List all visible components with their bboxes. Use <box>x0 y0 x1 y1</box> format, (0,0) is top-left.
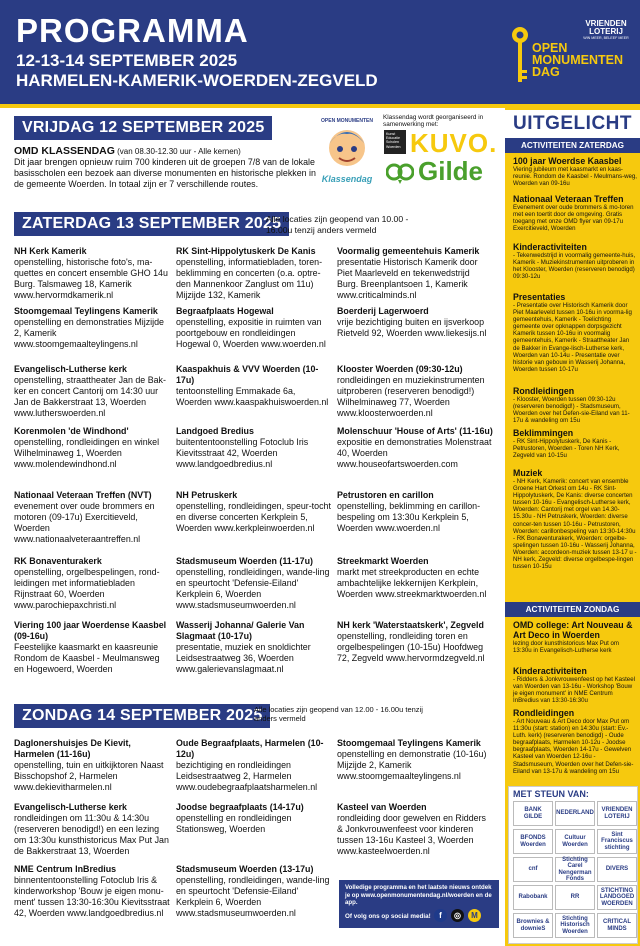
logo-line-1: OPEN <box>532 41 568 55</box>
sunday-note: Alle locaties zijn geopend van 12.00 - 16.00u tenzij anders vermeld <box>254 705 423 723</box>
sunday-location <box>14 738 170 793</box>
saturday-location <box>14 246 170 301</box>
sponsor-logo: CRITICAL MINDS <box>597 913 637 938</box>
sidebar-sat-item <box>513 194 637 232</box>
saturday-location-body: Feestelijke kaasmarkt en kaasreunie Rondom de Kaasbel - Meulmansweg en Hogewoerd, Woerden <box>14 642 160 675</box>
saturday-location-title: Stoomgemaal Teylingens Kamerik <box>14 306 158 316</box>
saturday-location <box>14 490 170 545</box>
saturday-location <box>176 246 332 301</box>
sidebar-sat-item-title: Rondleidingen <box>513 386 575 396</box>
footer-social-text: Of volg ons op social media! <box>345 913 431 920</box>
saturday-location-body: presentatie Historisch Kamerik door Piet Maarleveld en tekenwedstrijd Burg. Breenplantsoen 1, Kamerik www.criticalminds.nl <box>337 257 478 301</box>
sidebar-sat-item <box>513 156 637 187</box>
saturday-location <box>337 306 493 339</box>
saturday-location <box>337 556 493 600</box>
sponsor-logo: Sint Franciscus stichting <box>597 829 637 854</box>
sidebar-sat-item-title: Kinderactiviteiten <box>513 242 587 252</box>
header-dates: 12-13-14 SEPTEMBER 2025 <box>16 51 238 70</box>
saturday-location-body: openstelling, orgelbespelingen, rond-leidingen met informatiebladen Rijnstraat 60, Woerden www.parochiepaxchristi.nl <box>14 567 160 611</box>
saturday-location <box>337 426 493 470</box>
footer-box <box>339 880 499 928</box>
sidebar-sat-item-title: Presentaties <box>513 292 566 302</box>
open-monumentendag-logo <box>510 20 630 90</box>
saturday-location-title: Nationaal Veteraan Treffen (NVT) <box>14 490 152 500</box>
key-icon <box>510 26 530 86</box>
logo-line-2: MONUMENTEN <box>532 53 623 67</box>
sunday-location-title: NME Centrum InBredius <box>14 864 117 874</box>
saturday-location-title: Kaaspakhuis & VVV Woerden (10-17u) <box>176 364 319 386</box>
sunday-location-body: openstelling, tuin en uitkijktoren Naast Bisschopshof 2, Harmelen www.dekievitharmelen.nl <box>14 760 164 793</box>
saturday-location-body: buitententoonstelling Fotoclub Iris Kievitsstraat 42, Woerden www.landgoedbredius.nl <box>176 437 309 470</box>
sidebar-sun-item-body: - Ridders & Jonkvrouwenfeest op het Kasteel van Woerden van 13-16u - Workshop 'Bouw je eigen monument' in NME Centrum InBredius van 13:30-16:30u <box>513 676 635 705</box>
sunday-location-body: openstelling en rondleidingen Stationsweg, Woerden <box>176 813 292 835</box>
kuvo-logo: KUVO. <box>410 128 498 158</box>
footer-text: Volledige programma en het laatste nieuws ontdek je op www.openmonumentendag.nl/woerden en de app. <box>345 884 492 906</box>
sunday-location <box>14 802 170 857</box>
saturday-location-title: Molenschuur 'House of Arts' (11-16u) <box>337 426 493 436</box>
klassendag-logo-bottom: Klassendag <box>321 174 373 184</box>
sidebar-sat-item-body: Viering jubileum met kaasmarkt en kaas-reunie. Rondom de Kaasbel - Meulmans-weg, Woerden van 09-16u <box>513 166 637 188</box>
vl-tagline: WIN MEER, BELEEF MEER <box>583 36 629 40</box>
saturday-location-title: Voormalig gemeentehuis Kamerik <box>337 246 480 256</box>
sidebar-sat-item-title: Muziek <box>513 468 543 478</box>
klassendag-logo-top: OPEN MONUMENTEN <box>321 118 373 124</box>
saturday-location-title: NH Petruskerk <box>176 490 238 500</box>
saturday-location-body: openstelling, straattheater Jan de Bak-ker en concert Cantorij om 14:30 uur Jan de Bakkerstraat 13, Woerden www.lutherswoerden.nl <box>14 375 166 419</box>
saturday-location-body: evenement over oude brommers en motoren (09-17u) Exercitieveld, Woerden www.nationaalveteraantreffen.nl <box>14 501 155 545</box>
sidebar-sun-item <box>513 708 637 775</box>
saturday-location <box>337 364 493 419</box>
facebook-icon[interactable]: f <box>434 909 447 922</box>
vl-line-2: LOTERIJ <box>589 27 623 36</box>
sidebar-sat-heading: ACTIVITEITEN ZATERDAG <box>505 138 640 153</box>
sidebar-sat-item-body: - NH Kerk, Kamerik: concert van ensemble Groene Hart Orkest om 14u - RK Sint-Hippolytuskerk, De Kanis: diverse concerten tussen 10-16u - Evangelisch-Lutherse kerk, Woerden: Cantorij met orgel van 14.30-15.30u - NH Petruskerk, Woerden: diverse concer-ten tussen 10-16u - Petrustoren, Woerden: carillonbespeling van 13:30-14:30u - RK Bonaventurakerk, Woerden: orgelbe-spelingen tussen 10-16u - Wasserij Johanna, Woerden: accordeon-muziek tussen 13-17 u - NH kerk, Zegveld: diverse orgelbespe-lingen tussen 10-15u <box>513 478 637 571</box>
saturday-note: Alle locaties zijn geopend van 10.00 - 16.00u tenzij anders vermeld <box>266 214 409 235</box>
sidebar-sat-item-body: - Tekenwedstrijd in voormalig gemeente-huis, Kamerik - Muziekinstrumenten uitproberen in het Klooster, Woerden (reserveren benodigd) 09:30-12u <box>513 252 636 281</box>
sunday-location-title: Daglonershuisjes De Kievit, Harmelen (11-16u) <box>14 738 131 760</box>
sunday-location <box>176 864 332 919</box>
main-program <box>0 108 500 946</box>
saturday-location-title: Petrustoren en carillon <box>337 490 434 500</box>
saturday-location-body: expositie en demonstraties Molenstraat 40, Woerden www.houseofartswoerden.com <box>337 437 492 470</box>
saturday-location-title: RK Sint-Hippolytuskerk De Kanis <box>176 246 316 256</box>
saturday-location-body: openstelling, rondleidingen, wande-ling en speurtocht 'Defensie-Eiland' Kerkplein 6, Woerden www.stadsmuseumwoerden.nl <box>176 567 330 611</box>
saturday-location <box>14 364 170 419</box>
sponsor-logo: cnf <box>513 857 553 882</box>
sponsor-logo: RR <box>555 885 595 910</box>
sunday-location <box>337 738 493 782</box>
sunday-heading: ZONDAG 14 SEPTEMBER 2025 <box>14 704 270 728</box>
gilde-logo: Gilde <box>418 156 484 186</box>
logo-line-3: DAG <box>532 65 560 79</box>
saturday-location-title: Boerderij Lagerwoerd <box>337 306 429 316</box>
saturday-location-body: vrije bezichtiging buiten en ijsverkoop Rietveld 92, Woerden www.liekesijs.nl <box>337 317 487 339</box>
sponsor-logo: BFONDS Woerden <box>513 829 553 854</box>
sunday-location-body: rondleiding door gewelven en Ridders & Jonkvrouwenfeest voor kinderen tussen 13-16u Kasteel 3, Woerden www.kasteelwoerden.nl <box>337 813 486 857</box>
org-note: Klassendag wordt georganiseerd in samenwerking met: <box>383 114 484 128</box>
saturday-location-title: Evangelisch-Lutherse kerk <box>14 364 127 374</box>
saturday-location-title: Streekmarkt Woerden <box>337 556 429 566</box>
sponsor-logo: Rabobank <box>513 885 553 910</box>
sunday-location <box>14 864 170 919</box>
sidebar-sat-item-body: Evenement over oude brommers & mo-toren met een toertit door de omgeving. Gratis toegang met onze OMD flyer van 09-17u Exercitieveld, Woerden <box>513 204 634 233</box>
saturday-location <box>176 306 332 350</box>
sponsor-logo: NEDERLAND <box>555 801 595 826</box>
sunday-location-body: bezichtiging en rondleidingen Leidsestraatweg 2, Harmelen www.oudebegraafplaatsharmelen.nl <box>176 760 318 793</box>
saturday-location <box>337 490 493 534</box>
vl-line-1: VRIENDEN <box>585 19 627 28</box>
saturday-location <box>14 306 170 350</box>
saturday-location-body: openstelling, informatiebladen, toren-beklimming en concerten (o.a. optre-den Mannenkoor Zanglust om 11u) Mijzijde 132, Kamerik <box>176 257 323 301</box>
saturday-location-body: openstelling, rondleidingen en winkel Wilhelminaweg 1, Woerden www.molendewindhond.nl <box>14 437 160 470</box>
saturday-location <box>14 620 170 675</box>
sunday-location-title: Kasteel van Woerden <box>337 802 427 812</box>
saturday-location-body: openstelling en demonstraties Mijzijde 2, Kamerik www.stoomgemaalteylingens.nl <box>14 317 164 350</box>
klassendag-block <box>14 146 322 190</box>
kunst-logo: Kunst Educatie Scholen Woerden <box>384 130 406 154</box>
saturday-location-title: Korenmolen 'de Windhond' <box>14 426 129 436</box>
saturday-location-body: openstelling, rondleidingen, speur-tocht en diverse concerten Kerkplein 5, Woerden www.kerkpleinwoerden.nl <box>176 501 331 534</box>
header-places: HARMELEN-KAMERIK-WOERDEN-ZEGVELD <box>16 71 378 90</box>
sunday-location-title: Evangelisch-Lutherse kerk <box>14 802 127 812</box>
sidebar-sat-item <box>513 292 637 373</box>
saturday-location-body: presentatie, muziek en snoldichter Leidsestraatweg 36, Woerden www.galerievanslagmaat.nl <box>176 642 311 675</box>
sponsor-logo: Brownies & downieS <box>513 913 553 938</box>
instagram-icon[interactable]: ◎ <box>451 909 464 922</box>
saturday-location <box>14 556 170 611</box>
sunday-location-body: openstelling en demonstratie (10-16u) Mijzijde 2, Kamerik www.stoomgemaalteylingens.nl <box>337 749 487 782</box>
sidebar-sat-item <box>513 468 637 570</box>
saturday-location <box>176 364 332 408</box>
sunday-location <box>337 802 493 857</box>
sponsor-logo: Stichting Carel Nengerman Fonds <box>555 857 595 882</box>
sunday-location-body: rondleidingen om 11:30u & 14:30u (reserveren benodigd!) en een lezing om 13:30u kunsthistoricus Max Put Jan de Bakkerstraat 13, Woerden <box>14 813 169 857</box>
sponsor-logo: STICHTING LANDGOED WOERDEN <box>597 885 637 910</box>
sunday-location <box>176 802 332 835</box>
sidebar-sat-item-body: - RK Sint-Hippolytuskerk, De Kanis - Petrustoren, Woerden - Toren NH Kerk, Zegveld van 10-15u <box>513 438 620 460</box>
sidebar-title: UITGELICHT <box>505 110 640 138</box>
saturday-location <box>176 620 332 675</box>
saturday-location-body: openstelling, expositie in ruimten van poortgebouw en rondleidingen Hogewal 0, Woerden www.woerden.nl <box>176 317 326 350</box>
sunday-location <box>176 738 332 793</box>
klassendag-title: OMD KLASSENDAG <box>14 145 115 157</box>
saturday-location-title: Landgoed Bredius <box>176 426 254 436</box>
saturday-location <box>337 246 493 301</box>
saturday-location-title: Viering 100 jaar Woerdense Kaasbel (09-16u) <box>14 620 167 642</box>
saturday-location <box>14 426 170 470</box>
sponsors-heading: MET STEUN VAN: <box>513 789 589 799</box>
sunday-location-body: openstelling, rondleidingen, wande-ling en speurtocht 'Defensie-Eiland' Kerkplein 6, Woerden www.stadsmuseumwoerden.nl <box>176 875 330 919</box>
klassendag-logo <box>315 118 379 188</box>
sponsor-logo: DIVERS <box>597 857 637 882</box>
sunday-location-title: Joodse begraafplaats (14-17u) <box>176 802 304 812</box>
sidebar-sun-heading: ACTIVITEITEN ZONDAG <box>505 602 640 617</box>
saturday-location-title: NH kerk 'Waterstaatskerk', Zegveld <box>337 620 484 630</box>
saturday-location-title: RK Bonaventurakerk <box>14 556 102 566</box>
sidebar-sun-item-title: Rondleidingen <box>513 708 575 718</box>
klassendag-time: (van 08.30-12.30 uur - Alle kernen) <box>114 147 241 156</box>
sponsor-logo: VRIENDEN LOTERIJ <box>597 801 637 826</box>
gilde-owl-icon <box>386 160 414 184</box>
sponsor-logo: Stichting Historisch Woerden <box>555 913 595 938</box>
sponsor-logo: Cultuur Woerden <box>555 829 595 854</box>
friday-heading: VRIJDAG 12 SEPTEMBER 2025 <box>14 116 272 140</box>
header-banner <box>0 0 640 108</box>
sidebar-sat-item-title: 100 jaar Woerdse Kaasbel <box>513 156 622 166</box>
sidebar-sun-item-title: OMD college: Art Nouveau & Art Deco in Woerden <box>513 620 633 640</box>
saturday-location <box>337 620 493 664</box>
saturday-location <box>176 490 332 534</box>
saturday-location-body: tentoonstelling Emmakade 6a, Woerden www.kaaspakhuiswoerden.nl <box>176 386 329 408</box>
sidebar-sat-item-body: - Presentatie over Historisch Kamerik door Piet Maarleveld tussen 10-16u in voorma-lig gemeentehuis, Kamerik - Toelichting gemeente over opknappen dorpsgezicht Kamerik tussen 10-16u in voormalig gemeentehuis, Kamerik - Straattheater Jan de Bakker in Evange-lisch-Lutherse kerk, Woerden van 10-14u - Presentatie over historie van gebouw in Wasserij Johanna, Woerden tussen 10-17u <box>513 302 632 373</box>
sidebar-sat-item-body: - Klooster, Woerden tussen 09:30-12u (reserveren benodigd!) - Stadsmuseum, Woerden over het Defen-sie-Eiland van 11-17u & wandeling om 15u <box>513 396 630 425</box>
saturday-location-body: openstelling, beklimming en carillon-bespeling om 13:30u Kerkplein 5, Woerden www.woerden.nl <box>337 501 481 534</box>
saturday-location-title: Wasserij Johanna/ Galerie Van Slagmaat (10-17u) <box>176 620 305 642</box>
sidebar-sat-item-title: Beklimmingen <box>513 428 574 438</box>
saturday-heading: ZATERDAG 13 SEPTEMBER 2025 <box>14 212 289 236</box>
app-icon[interactable]: M <box>468 909 481 922</box>
saturday-location-body: rondleidingen en muziekinstrumenten uitproberen (reserveren benodigd!) Wilhelminaweg 77, Woerden www.kloosterwoerden.nl <box>337 375 485 419</box>
sidebar-sun-item <box>513 666 637 704</box>
saturday-location <box>176 556 332 611</box>
saturday-location-body: openstelling, historische foto's, ma-quettes en concert ensemble GHO 14u Burg. Talsmaweg 18, Kamerik www.hervormdkamerik.nl <box>14 257 168 301</box>
saturday-location <box>176 426 332 470</box>
saturday-location-title: NH Kerk Kamerik <box>14 246 87 256</box>
sunday-location-body: binnententoonstelling Fotoclub Iris & kinderworkshop 'Bouw je eigen monu-ment' tussen 13:30-16:30u Kievitsstraat 42, Woerden www.landgoedbredius.nl <box>14 875 170 919</box>
page-title: PROGRAMMA <box>16 12 249 49</box>
sunday-location-title: Oude Begraafplaats, Harmelen (10-12u) <box>176 738 324 760</box>
sidebar-sun-item <box>513 620 637 654</box>
saturday-location-title: Stadsmuseum Woerden (11-17u) <box>176 556 313 566</box>
sponsor-logo: BANK GILDE <box>513 801 553 826</box>
sunday-location-title: Stoomgemaal Teylingens Kamerik <box>337 738 481 748</box>
sidebar-sat-item <box>513 428 637 459</box>
sidebar-sat-item <box>513 242 637 280</box>
sidebar-sun-item-body: - Art Nouveau & Art Deco door Max Put om 11:30u (start: station) en 14:30u (start: Ev.-Luth. kerk) (reserveren benodigd) - Oude begraafplaats, Harmelen 10-12u - Joodse begraafplaats, Woerden 14-17u - Gewelven Kasteel van Woerden 12-16u - Stadsmuseum, Woerden over het Defen-sie-Eiland van 13-17u & wandeling om 15u <box>513 718 634 775</box>
saturday-location-body: openstelling, rondleiding toren en orgelbespelingen (10-15u) Hoofdweg 72, Zegveld www.hervormdzegveld.nl <box>337 631 485 664</box>
sidebar-sun-item-title: Kinderactiviteiten <box>513 666 587 676</box>
sponsors-box <box>508 786 638 944</box>
saturday-location-body: markt met streekproducten en echte ambachtelijke lekkernijen Kerkplein, Woerden www.streekmarktwoerden.nl <box>337 567 487 600</box>
saturday-location-title: Klooster Woerden (09:30-12u) <box>337 364 463 374</box>
sidebar-sun-item-body: lezing door kunsthistoricus Max Put om 13:30u in Evangelisch-Lutherse kerk <box>513 640 620 655</box>
sidebar-sat-item-title: Nationaal Veteraan Treffen <box>513 194 624 204</box>
klassendag-body: Dit jaar brengen opnieuw ruim 700 kinderen uit de groepen 7/8 van de lokale basisscholen een bezoek aan diverse monumenten en historische plekken in de gemeente Woerden. In totaal zijn er 7 verschillende routes. <box>14 157 316 190</box>
vriendenloterij-logo <box>582 20 630 40</box>
sunday-location-title: Stadsmuseum Woerden (13-17u) <box>176 864 314 874</box>
saturday-location-title: Begraafplaats Hogewal <box>176 306 274 316</box>
sidebar-sat-item <box>513 386 637 424</box>
